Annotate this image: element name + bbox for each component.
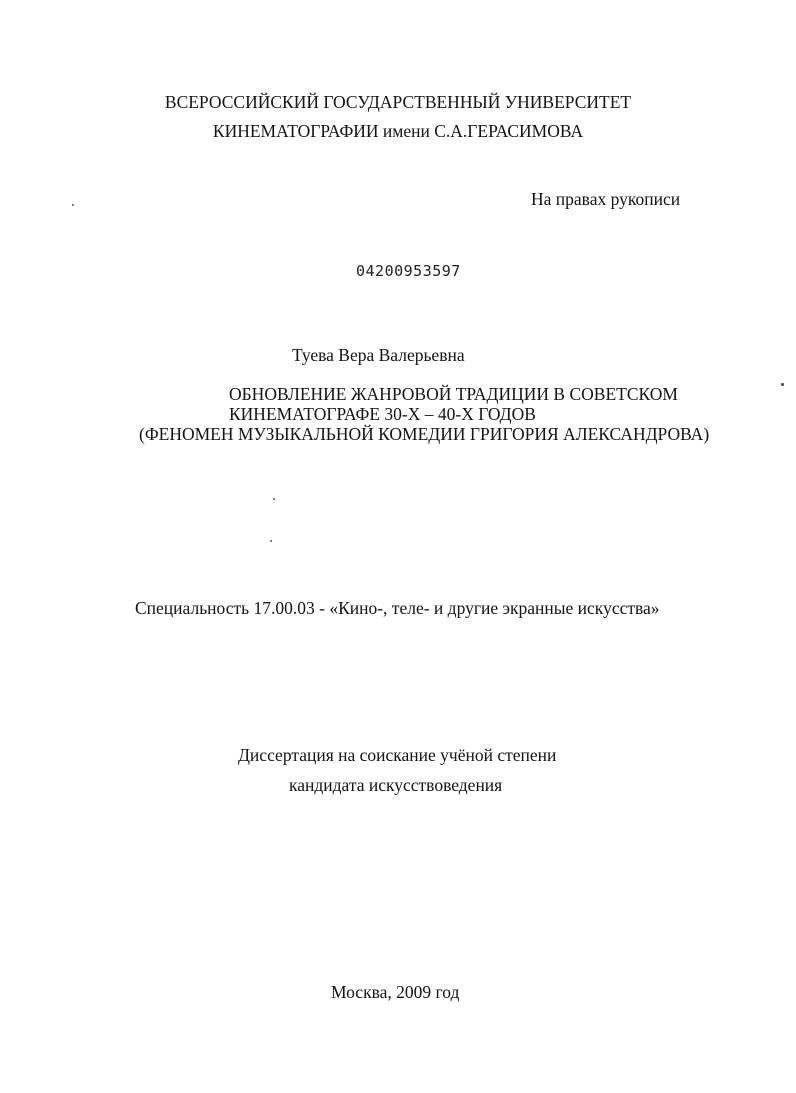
scan-speck	[72, 204, 74, 206]
place-and-year: Москва, 2009 год	[331, 982, 460, 1002]
dissertation-title-line3: (ФЕНОМЕН МУЗЫКАЛЬНОЙ КОМЕДИИ ГРИГОРИЯ АЛЕКСАНДРОВА)	[139, 424, 710, 444]
dissertation-title-line2: КИНЕМАТОГРАФЕ 30-Х – 40-Х ГОДОВ	[229, 404, 536, 424]
dissertation-title-line1: ОБНОВЛЕНИЕ ЖАНРОВОЙ ТРАДИЦИИ В СОВЕТСКОМ	[229, 384, 678, 404]
scan-speck	[781, 383, 784, 386]
dissertation-degree-line1: Диссертация на соискание учёной степени	[238, 745, 557, 765]
catalog-number: 04200953597	[356, 262, 461, 280]
dissertation-degree-line2: кандидата искусствоведения	[289, 775, 503, 795]
scan-speck	[270, 540, 272, 542]
specialty: Специальность 17.00.03 - «Кино-, теле- и другие экранные искусства»	[135, 598, 660, 618]
university-name-line1: ВСЕРОССИЙСКИЙ ГОСУДАРСТВЕННЫЙ УНИВЕРСИТЕТ	[164, 92, 632, 112]
scan-speck	[273, 498, 275, 500]
university-name-line2: КИНЕМАТОГРАФИИ имени С.А.ГЕРАСИМОВА	[212, 121, 584, 141]
author-name: Туева Вера Валерьевна	[292, 345, 465, 365]
manuscript-note: На правах рукописи	[531, 189, 681, 209]
